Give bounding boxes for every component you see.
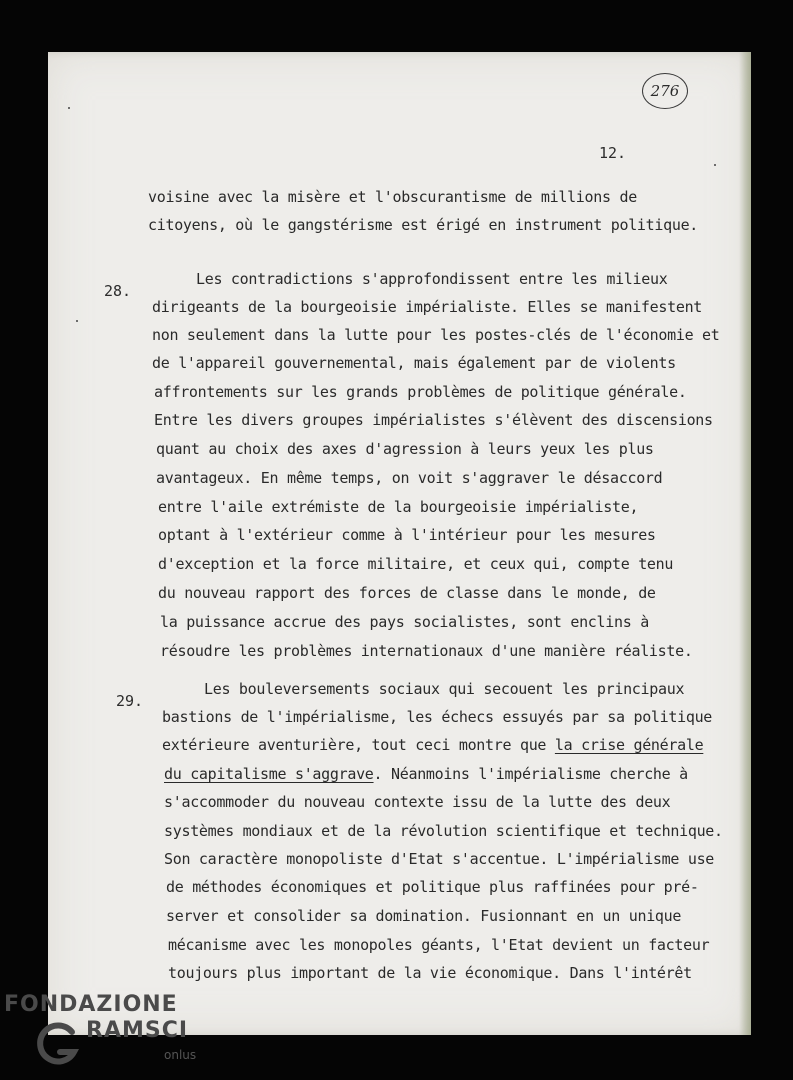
text-line: systèmes mondiaux et de la révolution scientifique et technique. bbox=[164, 822, 723, 840]
paragraph-number: 29. bbox=[116, 692, 144, 710]
underlined-phrase: la crise générale bbox=[554, 736, 704, 754]
watermark-sub: onlus bbox=[164, 1048, 197, 1062]
archive-stamp-number: 276 bbox=[642, 73, 688, 109]
text-line: non seulement dans la lutte pour les postes-clés de l'économie et bbox=[152, 326, 720, 344]
text-line: server et consolider sa domination. Fusionnant en un unique bbox=[166, 907, 682, 925]
text-line: Les contradictions s'approfondissent entre les milieux bbox=[196, 270, 668, 288]
ink-speck bbox=[714, 164, 716, 166]
text-line-underlined-part bbox=[164, 765, 688, 783]
text-line: voisine avec la misère et l'obscurantisme de millions de bbox=[148, 188, 637, 206]
text-line: de l'appareil gouvernemental, mais également par de violents bbox=[152, 354, 676, 372]
text-line: Son caractère monopoliste d'Etat s'accentue. L'impérialisme use bbox=[164, 850, 715, 868]
text-line: la puissance accrue des pays socialistes, sont enclins à bbox=[160, 613, 649, 631]
underlined-phrase: du capitalisme s'aggrave bbox=[164, 765, 374, 783]
watermark-line2: RAMSCI bbox=[86, 1018, 189, 1043]
text-line: Entre les divers groupes impérialistes s'élèvent des discensions bbox=[154, 411, 713, 429]
text-line: s'accommoder du nouveau contexte issu de la lutte des deux bbox=[164, 793, 671, 811]
text-line: citoyens, où le gangstérisme est érigé en instrument politique. bbox=[148, 216, 699, 234]
text-line: du nouveau rapport des forces de classe dans le monde, de bbox=[158, 584, 656, 602]
text-line: entre l'aile extrémiste de la bourgeoisie impérialiste, bbox=[158, 498, 639, 516]
text-segment: extérieure aventurière, tout ceci montre que bbox=[162, 736, 555, 754]
page-number: 12. bbox=[599, 144, 627, 162]
text-line: dirigeants de la bourgeoisie impérialiste. Elles se manifestent bbox=[152, 298, 703, 316]
paragraph-number: 28. bbox=[104, 282, 132, 300]
text-line: avantageux. En même temps, on voit s'aggraver le désaccord bbox=[156, 469, 663, 487]
ink-speck bbox=[76, 320, 78, 322]
watermark-line1: FONDAZIONE bbox=[4, 992, 178, 1017]
g-logo-icon bbox=[34, 1022, 80, 1068]
text-line: quant au choix des axes d'agression à leurs yeux les plus bbox=[156, 440, 654, 458]
text-line-underlined-part bbox=[162, 736, 703, 754]
text-line: résoudre les problèmes internationaux d'une manière réaliste. bbox=[160, 642, 693, 660]
text-line: optant à l'extérieur comme à l'intérieur pour les mesures bbox=[158, 526, 656, 544]
text-line: mécanisme avec les monopoles géants, l'Etat devient un facteur bbox=[168, 936, 710, 954]
text-line: bastions de l'impérialisme, les échecs essuyés par sa politique bbox=[162, 708, 713, 726]
text-line: de méthodes économiques et politique plus raffinées pour pré- bbox=[166, 878, 699, 896]
text-segment: . Néanmoins l'impérialisme cherche à bbox=[373, 765, 688, 783]
text-line: toujours plus important de la vie économique. Dans l'intérêt bbox=[168, 964, 692, 982]
text-line: d'exception et la force militaire, et ceux qui, compte tenu bbox=[158, 555, 674, 573]
text-line: affrontements sur les grands problèmes de politique générale. bbox=[154, 383, 687, 401]
text-line: Les bouleversements sociaux qui secouent les principaux bbox=[204, 680, 685, 698]
document-page bbox=[48, 52, 751, 1035]
ink-speck bbox=[68, 107, 70, 109]
